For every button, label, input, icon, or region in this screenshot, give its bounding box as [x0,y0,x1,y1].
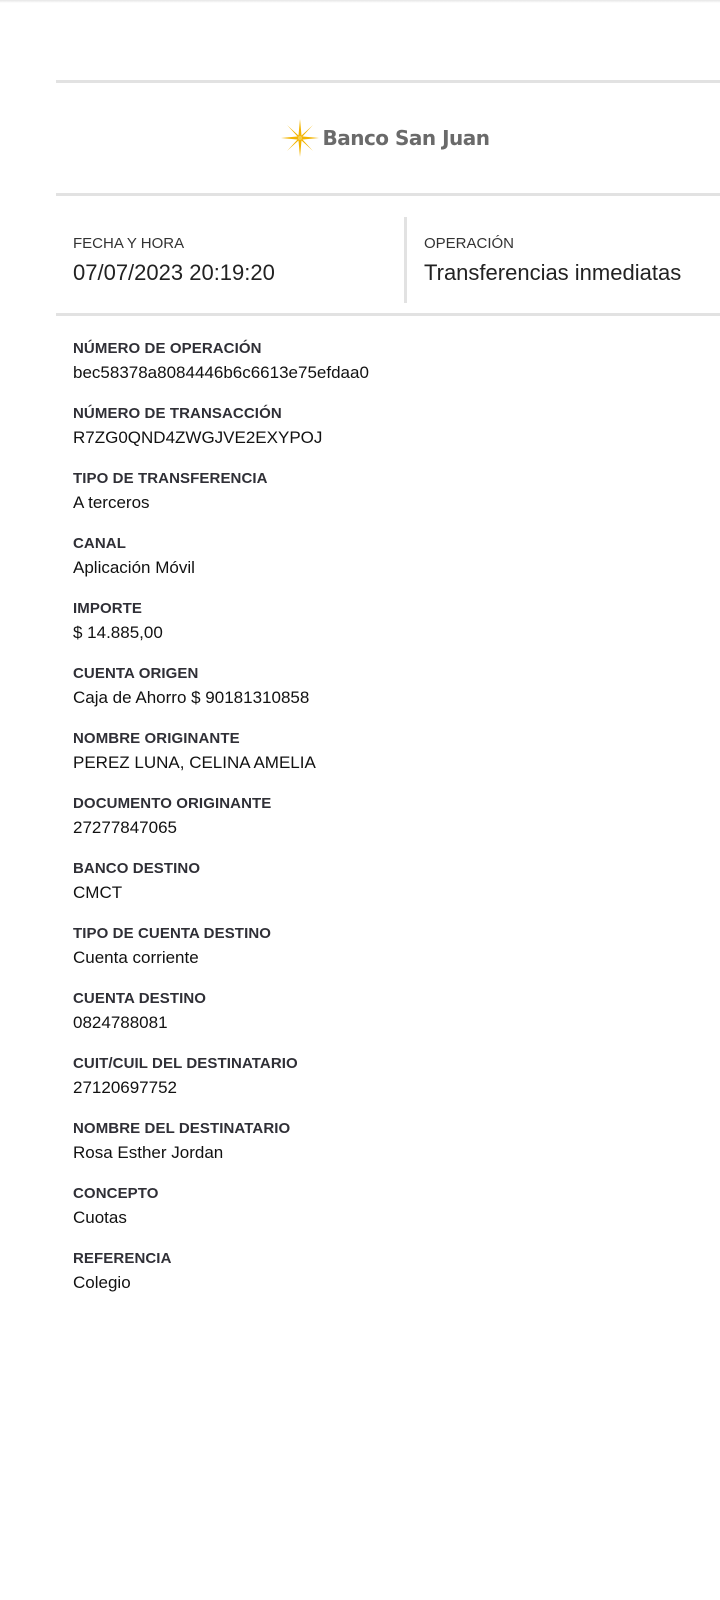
field-value: R7ZG0QND4ZWGJVE2EXYPOJ [73,428,323,447]
field-label: CONCEPTO [73,1185,159,1202]
operation-cell [424,217,681,286]
field-numero-transaccion [73,405,673,470]
bank-name: Banco San Juan [322,126,490,150]
field-nombre-originante [73,730,673,795]
field-nombre-destinatario [73,1120,673,1185]
field-label: NOMBRE DEL DESTINATARIO [73,1120,291,1137]
field-label: CUENTA ORIGEN [73,665,199,682]
field-documento-originante [73,795,673,860]
date-value: 07/07/2023 20:19:20 [73,260,275,285]
operation-summary [56,217,720,303]
divider-logo [56,193,720,196]
field-banco-destino [73,860,673,925]
field-tipo-cuenta-destino [73,925,673,990]
field-label: NÚMERO DE OPERACIÓN [73,340,262,357]
field-tipo-transferencia [73,470,673,535]
divider-summary [56,313,720,316]
field-value: $ 14.885,00 [73,623,163,642]
field-value: 27277847065 [73,818,178,837]
field-label: NOMBRE ORIGINANTE [73,730,240,747]
field-label: TIPO DE TRANSFERENCIA [73,470,268,487]
field-value: 27120697752 [73,1078,178,1097]
operation-value: Transferencias inmediatas [424,260,682,285]
field-cuenta-destino [73,990,673,1055]
field-cuit-destinatario [73,1055,673,1120]
date-cell [73,217,275,286]
top-shadow [0,0,720,3]
field-canal [73,535,673,600]
field-label: CUENTA DESTINO [73,990,207,1007]
operation-label: OPERACIÓN [424,235,515,252]
field-cuenta-origen [73,665,673,730]
field-value: CMCT [73,883,123,902]
field-label: BANCO DESTINO [73,860,201,877]
field-label: REFERENCIA [73,1250,172,1267]
field-numero-operacion [73,340,673,405]
field-value: A terceros [73,493,150,512]
field-label: CANAL [73,535,126,552]
field-label: NÚMERO DE TRANSACCIÓN [73,405,282,422]
field-value: 0824788081 [73,1013,168,1032]
vertical-divider [404,217,407,303]
divider-top [56,80,720,83]
field-referencia [73,1250,673,1315]
field-value: Cuenta corriente [73,948,199,967]
field-value: bec58378a8084446b6c6613e75efdaa0 [73,363,369,382]
field-label: DOCUMENTO ORIGINANTE [73,795,272,812]
field-value: Aplicación Móvil [73,558,195,577]
receipt-fields [73,340,673,1315]
field-importe [73,600,673,665]
field-value: PEREZ LUNA, CELINA AMELIA [73,753,316,772]
field-label: CUIT/CUIL DEL DESTINATARIO [73,1055,298,1072]
field-label: TIPO DE CUENTA DESTINO [73,925,272,942]
date-label: FECHA Y HORA [73,235,185,252]
field-value: Caja de Ahorro $ 90181310858 [73,688,310,707]
field-label: IMPORTE [73,600,143,617]
bank-logo [0,118,720,158]
star-logo-icon [280,118,320,158]
field-value: Rosa Esther Jordan [73,1143,224,1162]
field-concepto [73,1185,673,1250]
field-value: Colegio [73,1273,131,1292]
field-value: Cuotas [73,1208,127,1227]
